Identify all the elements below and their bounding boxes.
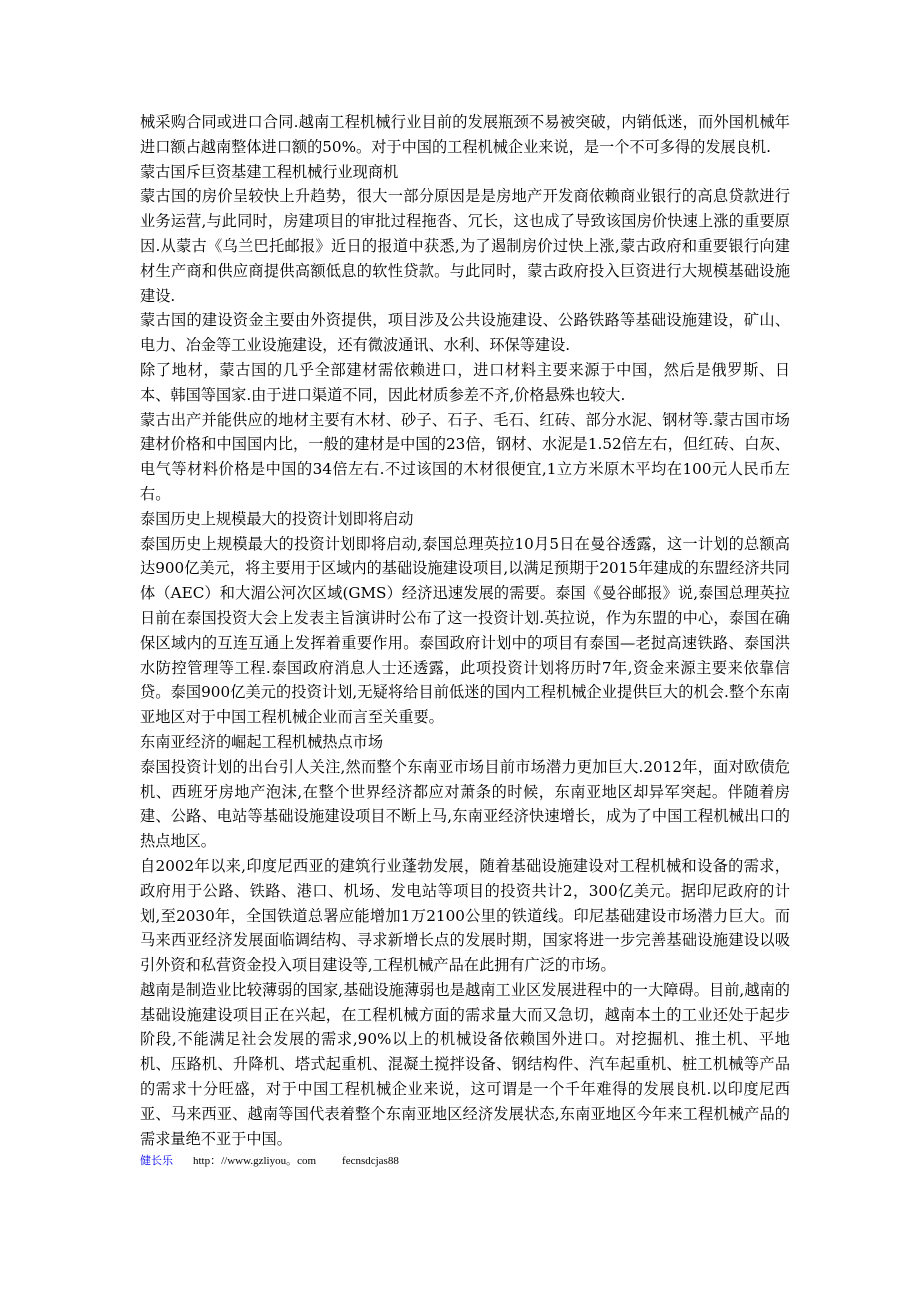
paragraph: 越南是制造业比较薄弱的国家,基础设施薄弱也是越南工业区发展进程中的一大障碍。目前,越南的基础设施建设项目正在兴起，在工程机械方面的需求量大而又急切，越南本土的工业还处于起步阶段,不能满足社会发展的需求,90%以上的机械设备依赖国外进口。对挖掘机、推土机、平地机、压路机、升降机、塔式起重机、混凝土搅拌设备、钢结构件、汽车起重机、桩工机械等产品的需求十分旺盛，对于中国工程机械企业来说，这可谓是一个千年难得的发展良机.以印度尼西亚、马来西亚、越南等国代表着整个东南亚地区经济发展状态,东南亚地区今年来工程机械产品的需求量绝不亚于中国。 xyxy=(140,980,790,1148)
paragraph: 泰国投资计划的出台引人关注,然而整个东南亚市场目前市场潜力更加巨大.2012年，面对欧债危机、西班牙房地产泡沫,在整个世界经济都应对萧条的时候，东南亚地区却异军突起。伴随着房建、公路、电站等基础设施建设项目不断上马,东南亚经济快速增长，成为了中国工程机械出口的热点地区。 xyxy=(140,757,790,851)
paragraph: 蒙古国的建设资金主要由外资提供，项目涉及公共设施建设、公路铁路等基础设施建设，矿山、电力、冶金等工业设施建设，还有微波通讯、水利、环保等建设. xyxy=(140,311,790,355)
footer-link[interactable]: 健长乐 xyxy=(140,1155,173,1168)
document-body xyxy=(140,110,790,1169)
page-footer xyxy=(140,1153,790,1169)
section-heading: 东南亚经济的崛起工程机械热点市场 xyxy=(140,732,383,751)
paragraph: 蒙古国的房价呈较快上升趋势，很大一部分原因是是房地产开发商依赖商业银行的高息贷款进行业务运营,与此同时，房建项目的审批过程拖沓、冗长，这也成了导致该国房价快速上涨的重要原因.从蒙古《乌兰巴托邮报》近日的报道中获悉,为了遏制房价过快上涨,蒙古政府和重要银行向建材生产商和供应商提供高额低息的软性贷款。与此同时，蒙古政府投入巨资进行大规模基础设施建设. xyxy=(140,187,790,305)
section-heading: 蒙古国斥巨资基建工程机械行业现商机 xyxy=(140,162,399,181)
paragraph: 械采购合同或进口合同.越南工程机械行业目前的发展瓶颈不易被突破，内销低迷，而外国机械年进口额占越南整体进口额的50%。对于中国的工程机械企业来说，是一个不可多得的发展良机. xyxy=(140,113,790,156)
paragraph: 蒙古出产并能供应的地材主要有木材、砂子、石子、毛石、红砖、部分水泥、钢材等.蒙古国市场建材价格和中国国内比，一般的建材是中国的23倍，钢材、水泥是1.52倍左右，但红砖、白灰、电气等材料价格是中国的34倍左右.不过该国的木材很便宜,1立方米原木平均在100元人民币左右。 xyxy=(140,410,790,503)
paragraph: 自2002年以来,印度尼西亚的建筑行业蓬勃发展，随着基础设施建设对工程机械和设备的需求，政府用于公路、铁路、港口、机场、发电站等项目的投资共计2，300亿美元。据印尼政府的计划,至2030年，全国铁道总署应能增加1万2100公里的铁道线。印尼基础建设市场潜力巨大。而马来西亚经济发展面临调结构、寻求新增长点的发展时期，国家将进一步完善基础设施建设以吸引外资和私营资金投入项目建设等,工程机械产品在此拥有广泛的市场。 xyxy=(140,856,790,975)
section-heading: 泰国历史上规模最大的投资计划即将启动 xyxy=(140,509,414,528)
paragraph: 泰国历史上规模最大的投资计划即将启动,泰国总理英拉10月5日在曼谷透露，这一计划的总额高达900亿美元，将主要用于区域内的基础设施建设项目,以满足预期于2015年建成的东盟经济共同体（AEC）和大湄公河次区域(GMS）经济迅速发展的需要。泰国《曼谷邮报》说,泰国总理英拉日前在泰国投资大会上发表主旨演讲时公布了这一投资计划.英拉说，作为东盟的中心，泰国在确保区域内的互连互通上发挥着重要作用。泰国政府计划中的项目有泰国—老挝高速铁路、泰国洪水防控管理等工程.泰国政府消息人士还透露，此项投资计划将历时7年,资金来源主要来依靠信贷。泰国900亿美元的投资计划,无疑将给目前低迷的国内工程机械企业提供巨大的机会.整个东南亚地区对于中国工程机械企业而言至关重要。 xyxy=(140,534,790,727)
paragraph: 除了地材，蒙古国的几乎全部建材需依赖进口，进口材料主要来源于中国，然后是俄罗斯、日本、韩国等国家.由于进口渠道不同，因此材质参差不齐,价格悬殊也较大. xyxy=(140,360,790,404)
footer-code: fecnsdcjas88 xyxy=(342,1155,399,1168)
footer-url: http：//www.gzliyou。com xyxy=(193,1155,317,1168)
